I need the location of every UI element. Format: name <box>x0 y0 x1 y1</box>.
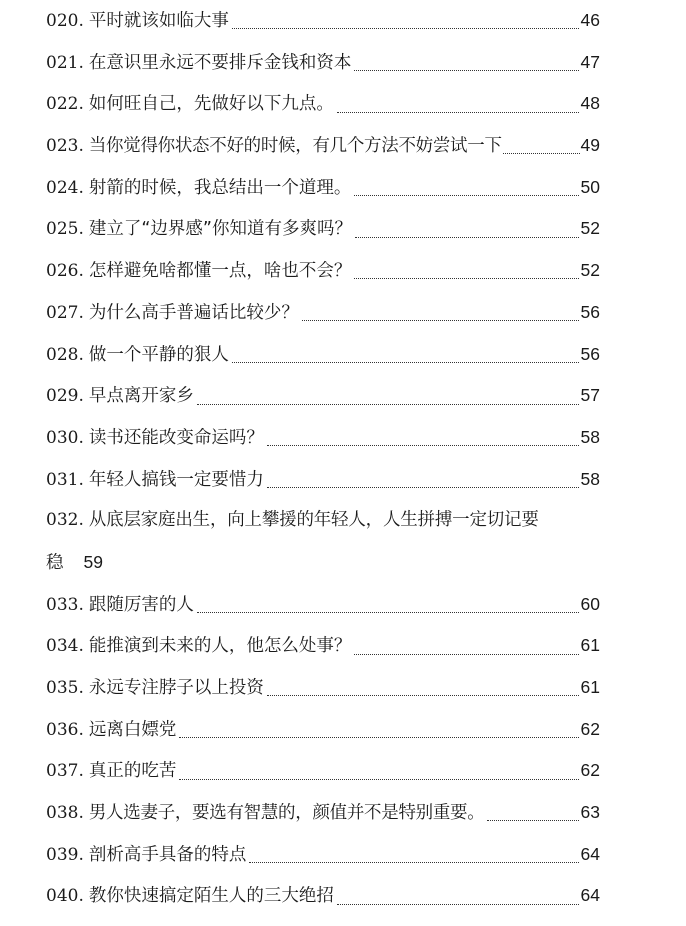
dot-leader <box>232 362 579 363</box>
toc-entry-title: 建立了“边界感”你知道有多爽吗？ <box>88 219 352 240</box>
toc-entry-page: 57 <box>580 385 600 406</box>
toc-entry-title: 远离白嫖党 <box>88 719 177 740</box>
toc-entry-number: 033. <box>46 594 84 615</box>
toc-entry-page: 52 <box>580 260 600 281</box>
toc-entry-page: 60 <box>580 593 600 614</box>
toc-entry-number: 040. <box>46 886 84 907</box>
dot-leader <box>179 737 578 738</box>
toc-entry[interactable] <box>46 375 600 417</box>
toc-entry[interactable] <box>46 125 600 167</box>
toc-entry-number: 038. <box>46 803 84 824</box>
toc-entry[interactable] <box>46 334 600 376</box>
toc-entry-page: 50 <box>580 176 600 197</box>
toc-entry-page: 49 <box>580 135 600 156</box>
toc-entry-page: 48 <box>580 93 600 114</box>
toc-entry-page: 59 <box>83 551 103 572</box>
toc-entry[interactable] <box>46 667 600 709</box>
toc-entry-page: 46 <box>580 10 600 30</box>
toc-entry-number: 024. <box>46 177 84 198</box>
toc-entry-title: 在意识里永远不要排斥金钱和资本 <box>88 52 352 73</box>
toc-entry-line <box>46 500 600 542</box>
dot-leader <box>267 487 579 488</box>
toc-entry[interactable] <box>46 875 600 917</box>
dot-leader <box>354 70 578 71</box>
toc-entry[interactable] <box>46 292 600 334</box>
toc-entry-line <box>46 542 600 584</box>
toc-entry-page: 61 <box>580 677 600 697</box>
toc-entry-title: 剖析高手具备的特点 <box>88 844 247 865</box>
dot-leader <box>267 445 579 446</box>
dot-leader <box>267 695 579 696</box>
dot-leader <box>232 28 579 29</box>
toc-entry[interactable] <box>46 459 600 501</box>
toc-entry-number: 039. <box>46 844 84 865</box>
toc-entry-number: 031. <box>46 469 84 490</box>
toc-entry[interactable] <box>46 208 600 250</box>
toc-entry[interactable] <box>46 250 600 292</box>
toc-entry-title: 读书还能改变命运吗？ <box>88 427 264 448</box>
dot-leader <box>354 195 578 196</box>
toc-entry[interactable] <box>46 834 600 876</box>
toc-entry-page: 64 <box>580 843 600 864</box>
toc-entry[interactable] <box>46 167 600 209</box>
dot-leader <box>355 237 579 238</box>
dot-leader <box>197 404 579 405</box>
toc-entry[interactable] <box>46 417 600 459</box>
toc-entry-number: 032. <box>46 510 84 531</box>
toc-entry-title: 平时就该如临大事 <box>88 11 229 31</box>
dot-leader <box>337 904 579 905</box>
dot-leader <box>337 112 579 113</box>
toc-entry-title: 真正的吃苦 <box>88 761 177 782</box>
toc-entry-title-continued: 稳 <box>46 552 64 573</box>
toc-entry-number: 023. <box>46 136 84 157</box>
toc-entry-number: 037. <box>46 761 84 782</box>
table-of-contents <box>46 0 600 917</box>
dot-leader <box>179 779 578 780</box>
toc-entry-page: 58 <box>580 426 600 447</box>
toc-entry-page: 61 <box>580 635 600 656</box>
toc-entry-title: 能推演到未来的人，他怎么处事？ <box>88 636 352 657</box>
toc-entry-title: 为什么高手普遍话比较少？ <box>88 302 299 323</box>
toc-entry-page: 56 <box>580 301 600 322</box>
dot-leader <box>249 862 578 863</box>
toc-entry-title: 做一个平静的狠人 <box>88 344 229 365</box>
toc-entry[interactable] <box>46 792 600 834</box>
toc-entry-title: 教你快速搞定陌生人的三大绝招 <box>88 886 334 907</box>
toc-entry-page: 62 <box>580 718 600 739</box>
toc-entry[interactable] <box>46 625 600 667</box>
toc-entry-title: 当你觉得你状态不好的时候，有几个方法不妨尝试一下 <box>88 136 502 157</box>
toc-entry-number: 029. <box>46 386 84 407</box>
toc-entry-number: 035. <box>46 678 84 698</box>
toc-entry-page: 58 <box>580 468 600 489</box>
toc-entry[interactable] <box>46 0 600 42</box>
toc-entry-title: 男人选妻子，要选有智慧的，颜值并不是特别重要。 <box>88 803 485 824</box>
toc-entry-page: 52 <box>580 218 600 239</box>
toc-entry-title: 从底层家庭出生，向上攀援的年轻人，人生拼搏一定切记要 <box>88 510 539 531</box>
toc-entry-title: 怎样避免啥都懂一点，啥也不会？ <box>88 261 352 282</box>
toc-entry-number: 030. <box>46 427 84 448</box>
toc-entry-title: 跟随厉害的人 <box>88 594 194 615</box>
toc-entry-number: 027. <box>46 302 84 323</box>
toc-entry-title: 永远专注脖子以上投资 <box>88 678 264 698</box>
toc-entry-page: 63 <box>580 802 600 823</box>
toc-entry-number: 025. <box>46 219 84 240</box>
toc-entry-number: 020. <box>46 11 84 31</box>
toc-entry-title: 年轻人搞钱一定要惜力 <box>88 469 264 490</box>
dot-leader <box>487 820 578 821</box>
toc-entry-page: 62 <box>580 760 600 781</box>
toc-entry-page: 64 <box>580 885 600 906</box>
toc-entry[interactable] <box>46 83 600 125</box>
toc-entry[interactable] <box>46 42 600 84</box>
toc-entry[interactable] <box>46 584 600 626</box>
toc-entry-number: 028. <box>46 344 84 365</box>
toc-entry-number: 034. <box>46 636 84 657</box>
toc-entry-number: 026. <box>46 261 84 282</box>
toc-entry-title: 如何旺自己，先做好以下九点。 <box>88 94 334 115</box>
dot-leader <box>197 612 579 613</box>
toc-entry[interactable] <box>46 750 600 792</box>
dot-leader <box>302 320 579 321</box>
toc-entry-number: 022. <box>46 94 84 115</box>
toc-entry-number: 036. <box>46 719 84 740</box>
toc-entry[interactable] <box>46 709 600 751</box>
toc-entry[interactable] <box>46 500 600 583</box>
toc-entry-page: 56 <box>580 343 600 364</box>
toc-entry-number: 021. <box>46 52 84 73</box>
toc-entry-page: 47 <box>580 51 600 72</box>
toc-entry-title: 早点离开家乡 <box>88 386 194 407</box>
toc-entry-title: 射箭的时候，我总结出一个道理。 <box>88 177 352 198</box>
dot-leader <box>503 153 580 154</box>
dot-leader <box>354 654 578 655</box>
dot-leader <box>354 278 578 279</box>
